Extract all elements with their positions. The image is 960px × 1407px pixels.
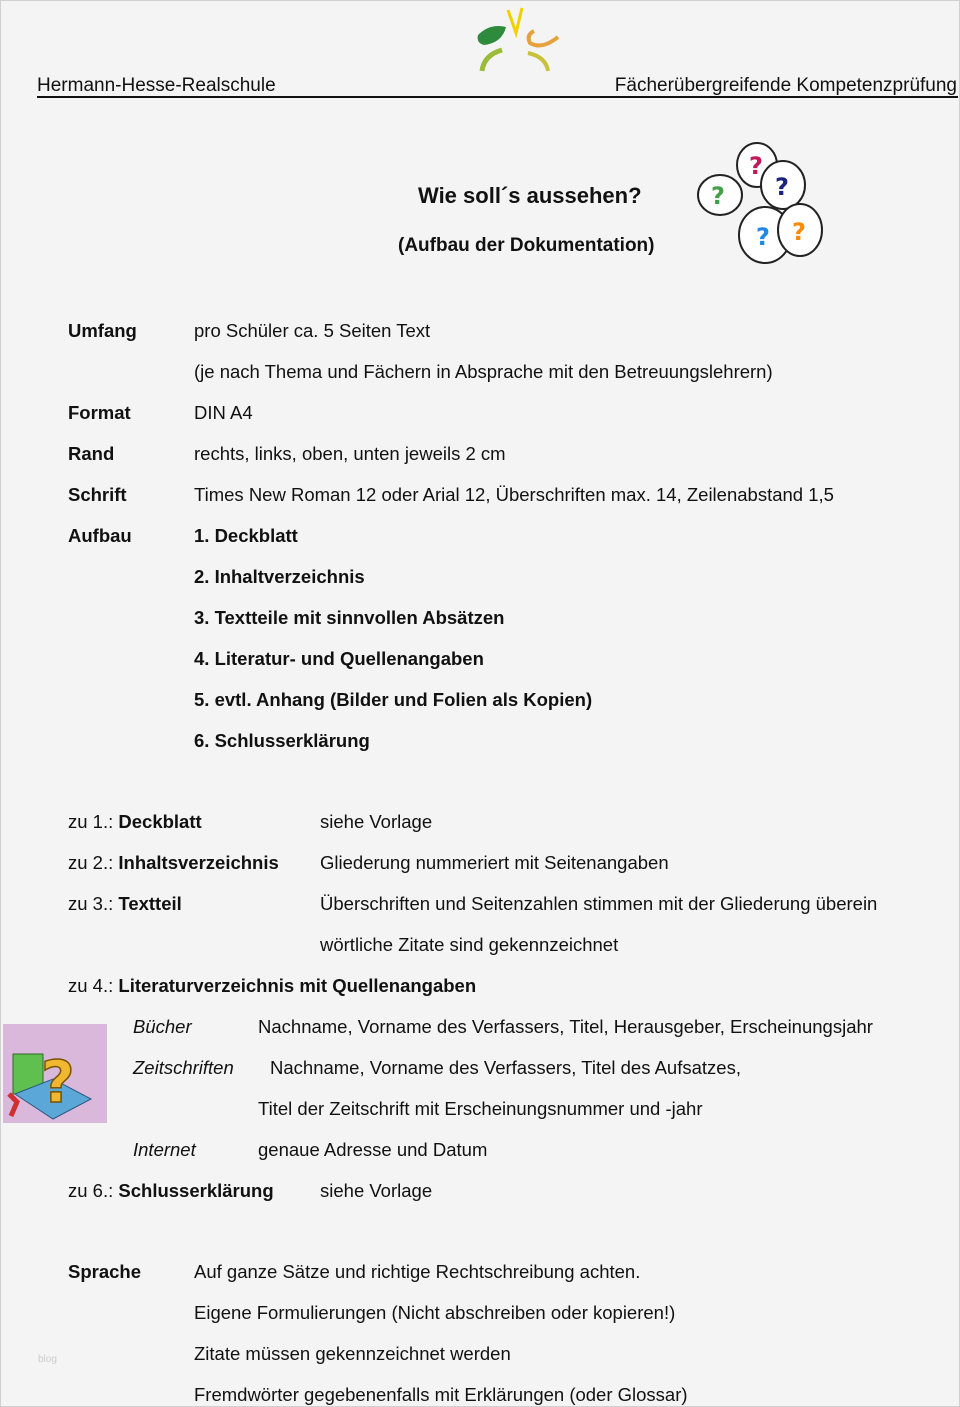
detail-text: wörtliche Zitate sind gekennzeichnet (320, 934, 619, 955)
source-text: Nachname, Vorname des Verfassers, Titel des Aufsatzes, (270, 1057, 741, 1078)
spec-label-schrift: Schrift (68, 484, 127, 505)
svg-text:?: ? (756, 223, 770, 251)
source-text: Titel der Zeitschrift mit Erscheinungsnummer und -jahr (258, 1098, 703, 1119)
structure-item: 1. Deckblatt (194, 525, 298, 546)
source-type: Bücher (133, 1016, 192, 1037)
svg-text:?: ? (792, 218, 806, 246)
detail-term: Textteil (118, 893, 182, 914)
exam-name: Fächerübergreifende Kompetenzprüfung (614, 75, 957, 96)
detail-prefix: zu 3.: (68, 893, 114, 914)
page-subtitle: (Aufbau der Dokumentation) (398, 235, 655, 256)
books-question-icon (3, 1024, 107, 1123)
svg-text:?: ? (41, 1048, 75, 1116)
structure-item: 2. Inhaltverzeichnis (194, 566, 365, 587)
language-rule: Auf ganze Sätze und richtige Rechtschreibung achten. (194, 1261, 641, 1282)
svg-text:?: ? (775, 173, 789, 201)
detail-term: Literaturverzeichnis mit Quellenangaben (118, 975, 477, 996)
detail-text: Überschriften und Seitenzahlen stimmen mit der Gliederung überein (320, 893, 878, 914)
source-type: Zeitschriften (133, 1057, 234, 1078)
source-type: Internet (133, 1139, 196, 1160)
detail-prefix: zu 4.: (68, 975, 114, 996)
detail-row (68, 1180, 274, 1202)
detail-term: Deckblatt (118, 811, 202, 832)
language-rule: Fremdwörter gegebenenfalls mit Erklärungen (oder Glossar) (194, 1384, 688, 1405)
language-rule: Eigene Formulierungen (Nicht abschreiben oder kopieren!) (194, 1302, 676, 1323)
detail-prefix: zu 6.: (68, 1180, 114, 1201)
structure-item: 4. Literatur- und Quellenangaben (194, 648, 484, 669)
spec-label-format: Format (68, 402, 131, 423)
language-label: Sprache (68, 1261, 142, 1282)
detail-prefix: zu 2.: (68, 852, 114, 873)
question-bubbles-icon (695, 140, 840, 270)
spec-value: pro Schüler ca. 5 Seiten Text (194, 320, 431, 341)
detail-prefix: zu 1.: (68, 811, 114, 832)
spec-label-rand: Rand (68, 443, 115, 464)
page-title: Wie soll´s aussehen? (418, 183, 642, 208)
spec-value: Times New Roman 12 oder Arial 12, Überschriften max. 14, Zeilenabstand 1,5 (194, 484, 834, 505)
structure-item: 5. evtl. Anhang (Bilder und Folien als Kopien) (194, 689, 593, 710)
watermark: blog (38, 1354, 57, 1365)
spec-value: DIN A4 (194, 402, 253, 423)
structure-item: 3. Textteile mit sinnvollen Absätzen (194, 607, 505, 628)
detail-term: Schlusserklärung (118, 1180, 274, 1201)
language-rule: Zitate müssen gekennzeichnet werden (194, 1343, 511, 1364)
structure-item: 6. Schlusserklärung (194, 730, 370, 751)
detail-text: siehe Vorlage (320, 1180, 433, 1201)
detail-text: siehe Vorlage (320, 811, 433, 832)
header-rule (37, 96, 958, 98)
spec-label-aufbau: Aufbau (68, 525, 132, 546)
school-name: Hermann-Hesse-Realschule (37, 75, 276, 96)
detail-row (68, 811, 202, 833)
spec-label-umfang: Umfang (68, 320, 137, 341)
detail-term: Inhaltsverzeichnis (118, 852, 279, 873)
detail-text: Gliederung nummeriert mit Seitenangaben (320, 852, 669, 873)
spec-value: (je nach Thema und Fächern in Absprache mit den Betreuungslehrern) (194, 361, 773, 382)
svg-text:?: ? (749, 152, 763, 180)
source-text: genaue Adresse und Datum (258, 1139, 488, 1160)
detail-row (68, 852, 279, 874)
school-logo (470, 5, 570, 75)
spec-value: rechts, links, oben, unten jeweils 2 cm (194, 443, 506, 464)
detail-row (68, 893, 182, 915)
detail-row (68, 975, 476, 997)
svg-text:?: ? (711, 182, 725, 210)
source-text: Nachname, Vorname des Verfassers, Titel, Herausgeber, Erscheinungsjahr (258, 1016, 873, 1037)
